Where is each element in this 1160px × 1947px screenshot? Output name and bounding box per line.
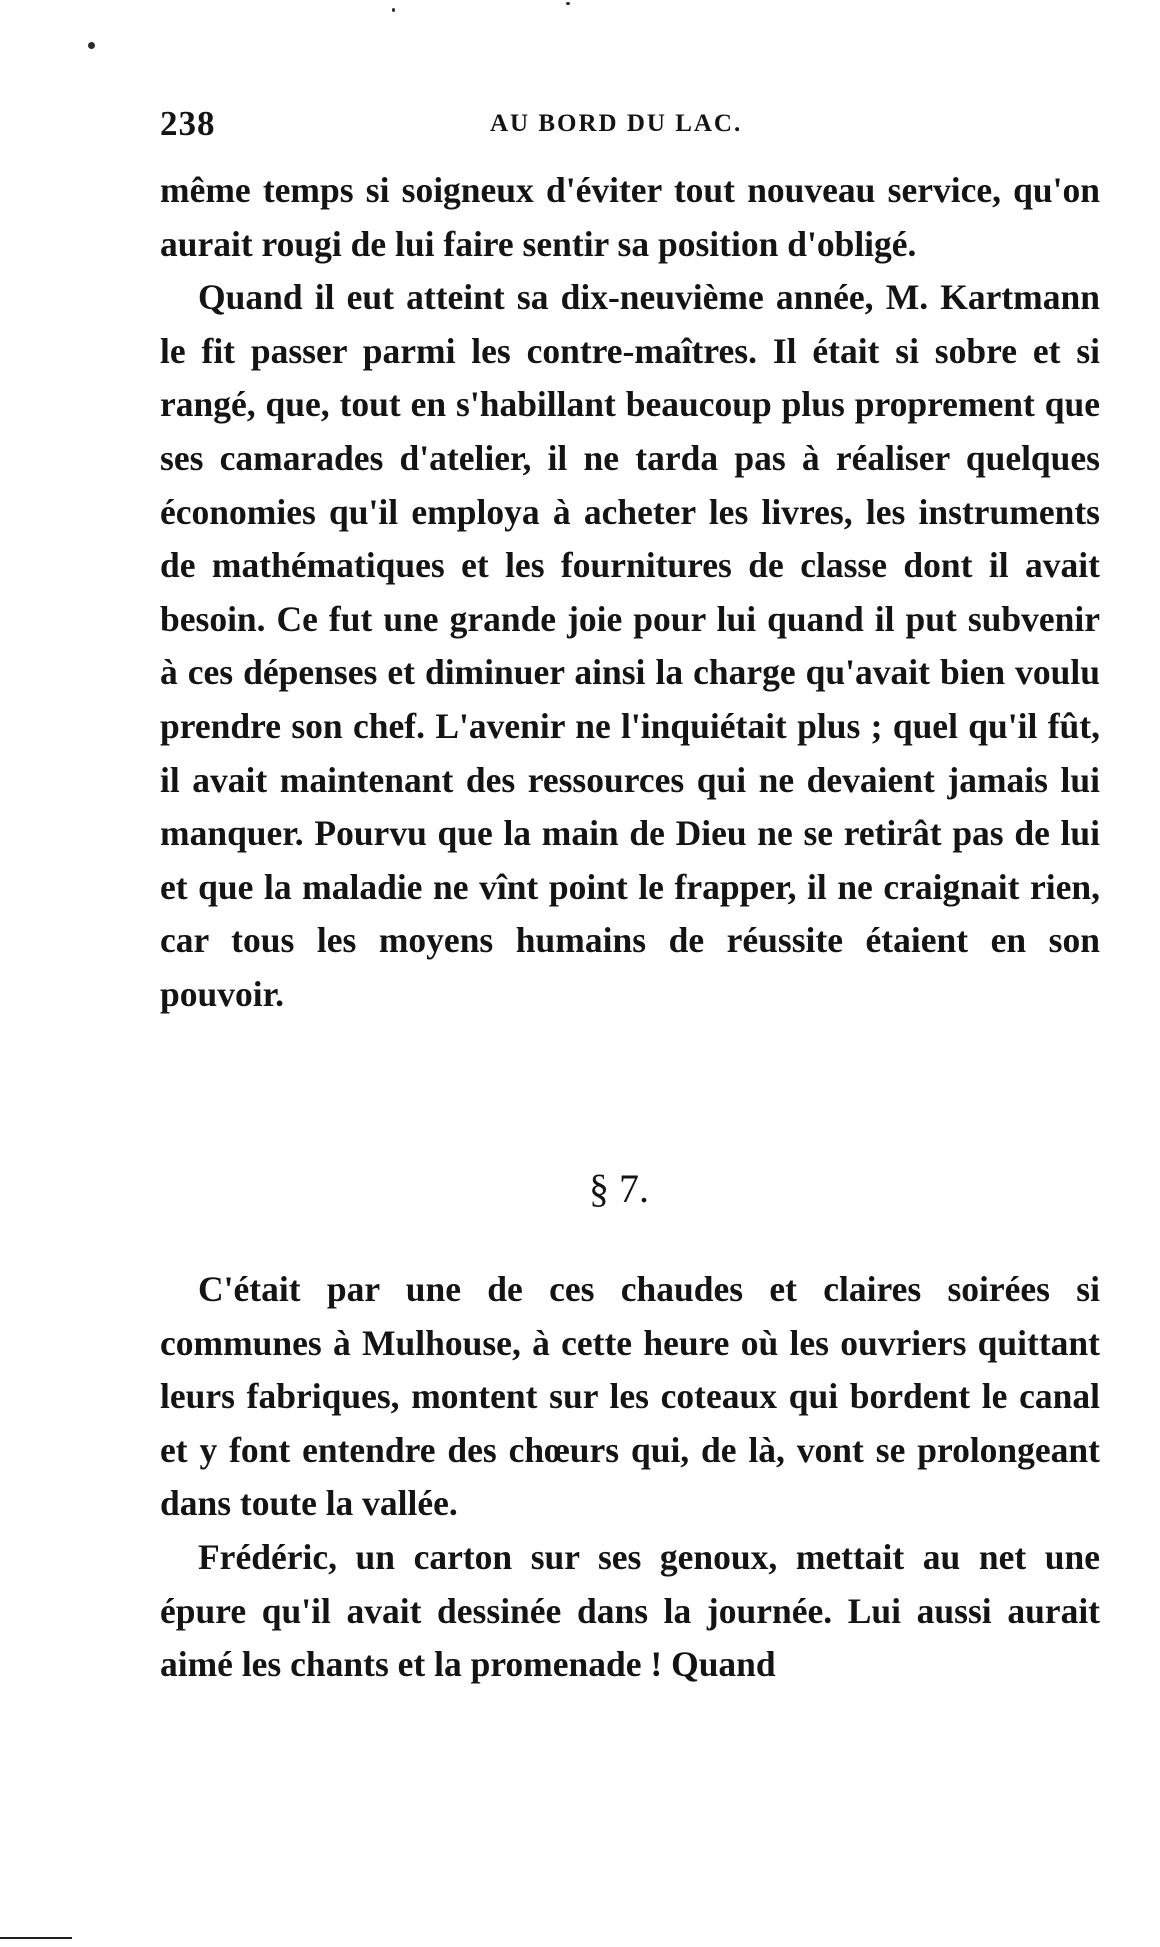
paragraph: C'était par une de ces chaudes et claires soirées si communes à Mulhouse, à cette heure où les ouvriers quittant leurs fabriques, montent sur les coteaux qui bordent le canal et y font entendre des chœurs qui, de là, vont se prolongeant dans toute la vallée. — [160, 1269, 1100, 1524]
text-block-before-section — [160, 164, 1100, 1022]
paragraph: Frédéric, un carton sur ses genoux, mettait au net une épure qu'il avait dessinée dans la journée. Lui aussi aurait aimé les chants et la promenade ! Quand — [160, 1536, 1100, 1685]
scan-edge-line — [0, 1937, 72, 1939]
page-header — [160, 104, 1100, 148]
section-heading — [0, 1165, 1160, 1212]
page-number: 238 — [160, 104, 216, 143]
paragraph-continued: même temps si soigneux d'éviter tout nouveau service, qu'on aurait rougi de lui faire sentir sa position d'obligé. — [160, 170, 1100, 264]
text-block-after-section — [160, 1263, 1100, 1692]
scan-speck — [88, 42, 95, 49]
section-heading-text: § 7. — [589, 1166, 649, 1211]
running-title: AU BORD DU LAC. — [490, 110, 743, 137]
scan-speck — [392, 8, 395, 12]
scan-speck — [566, 2, 570, 5]
paragraph: Quand il eut atteint sa dix-neuvième année, M. Kartmann le fit passer parmi les contre-maîtres. Il était si sobre et si rangé, que, tout en s'habillant beaucoup plus proprement que ses camarades d'atelier, il ne tarda pas à réaliser quelques économies qu'il employa à acheter les livres, les instruments de mathématiques et les fournitures de classe dont il avait besoin. Ce fut une grande joie pour lui quand il put subvenir à ces dépenses et diminuer ainsi la charge qu'avait bien voulu prendre son chef. L'avenir ne l'inquiétait plus ; quel qu'il fût, il avait maintenant des ressources qui ne devaient jamais lui manquer. Pourvu que la main de Dieu ne se retirât pas de lui et que la maladie ne vînt point le frapper, il ne craignait rien, car tous les moyens humains de réussite étaient en son pouvoir. — [160, 277, 1100, 1014]
